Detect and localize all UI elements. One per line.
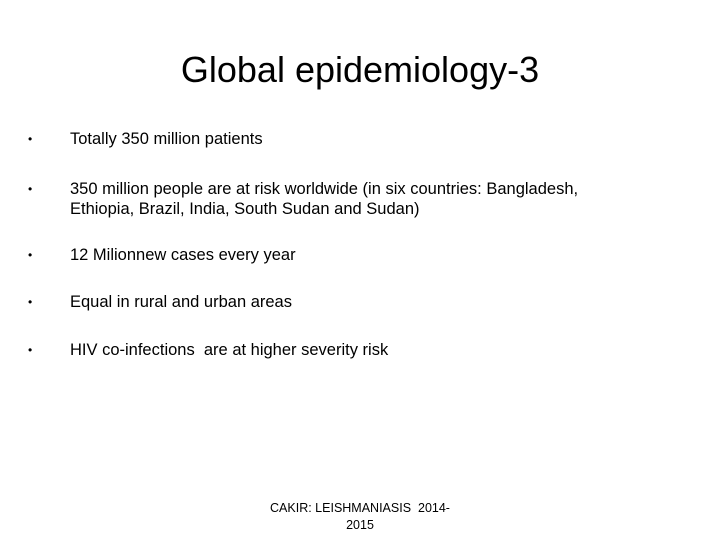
bullet-text: HIV co-infections are at higher severity risk (70, 341, 389, 359)
bullet-marker: • (28, 132, 33, 146)
bullet-text: Equal in rural and urban areas (70, 293, 292, 311)
slide-footer: CAKIR: LEISHMANIASIS 2014- 2015 (270, 501, 450, 532)
bullet-marker: • (28, 343, 33, 357)
bullet-marker: • (28, 182, 33, 196)
bullet-text: Totally 350 million patients (70, 130, 263, 148)
bullet-text: 350 million people are at risk worldwide (in six countries: Bangladesh, Ethiopia, Brazil, India, South Sudan and Sudan) (70, 180, 579, 218)
slide-title: Global epidemiology-3 (180, 49, 540, 90)
bullet-marker: • (28, 248, 33, 262)
bullet-marker: • (28, 295, 33, 309)
bullet-text: 12 Milionnew cases every year (70, 246, 296, 264)
